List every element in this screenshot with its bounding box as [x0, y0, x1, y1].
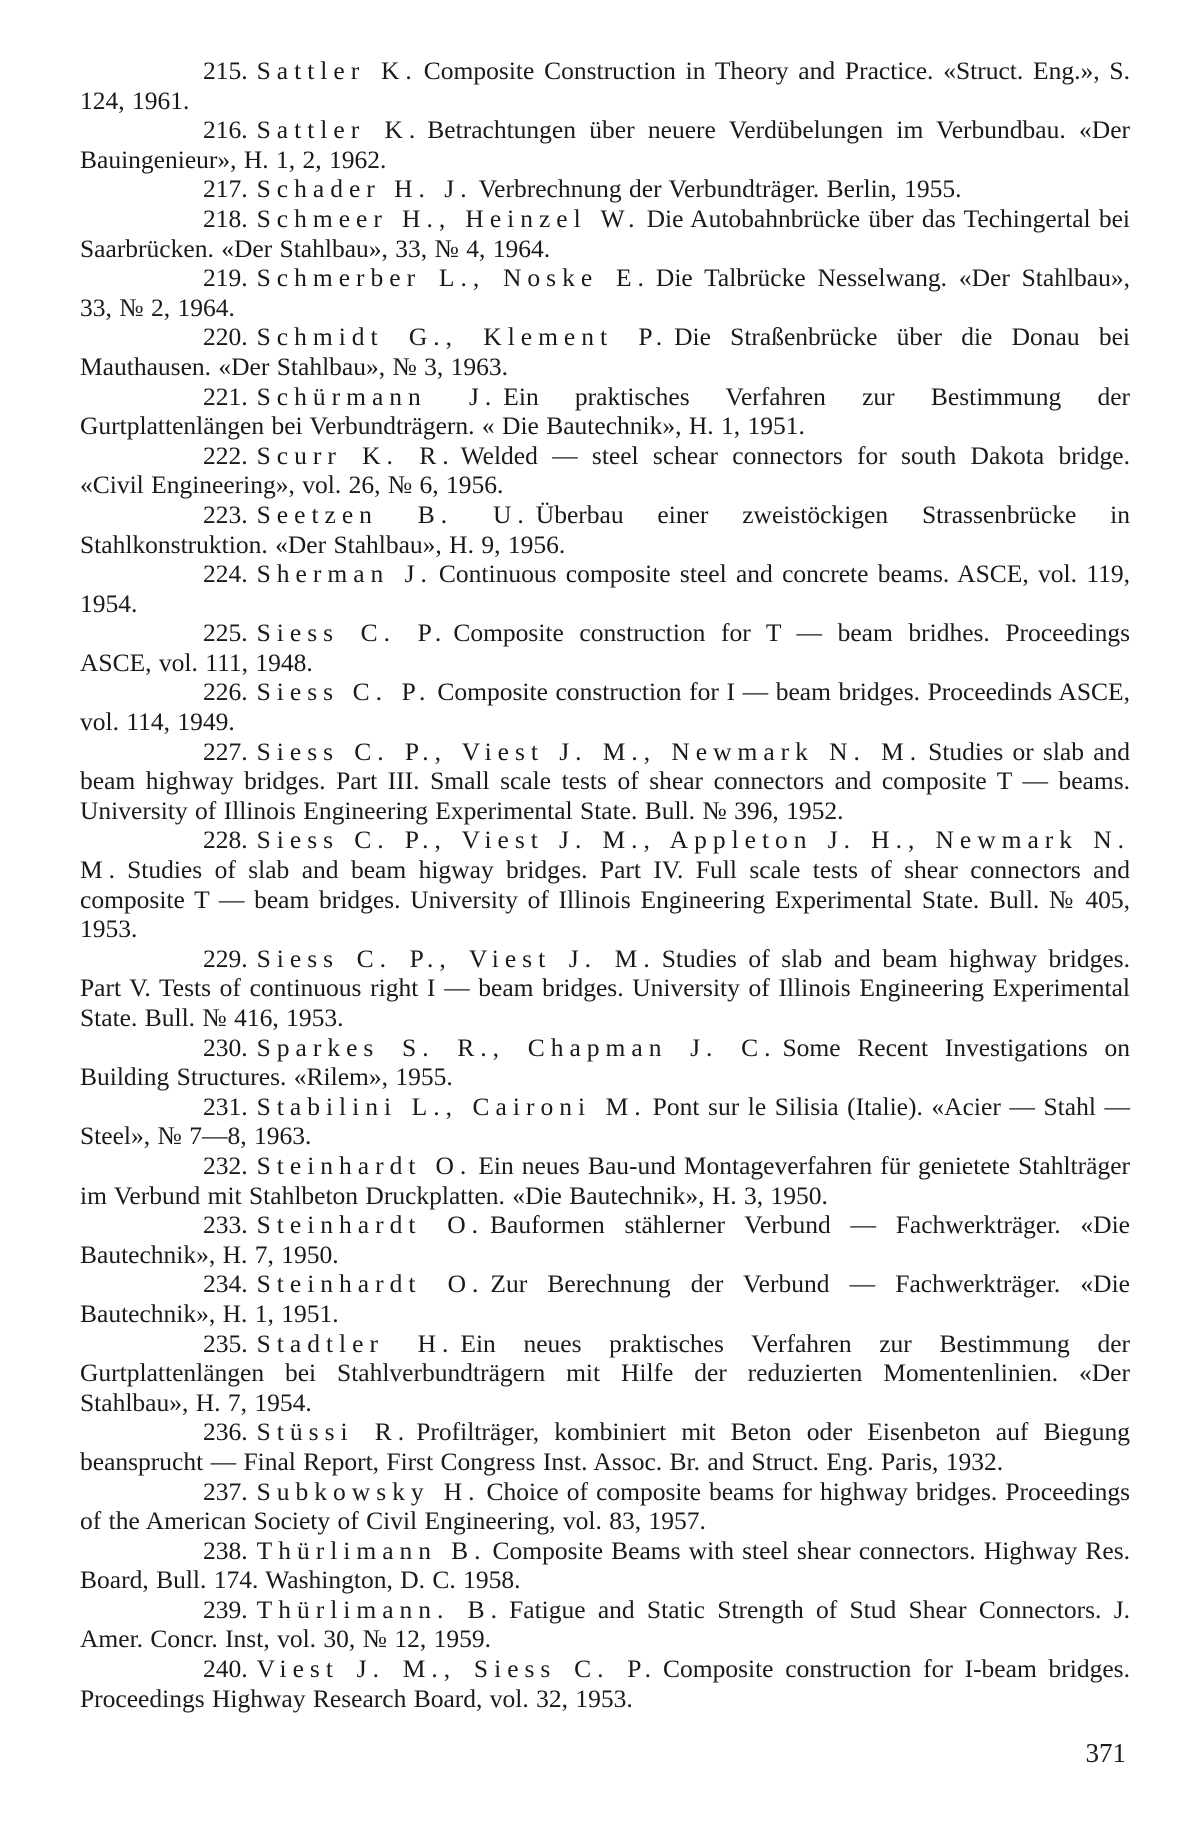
- reference-entry: [80, 115, 1130, 174]
- reference-author: Scurr K. R.: [256, 440, 455, 470]
- reference-entry: [80, 677, 1130, 736]
- references-container: [80, 56, 1130, 1713]
- reference-author: Seetzen B. U.: [256, 499, 530, 529]
- reference-entry: [80, 382, 1130, 441]
- reference-author: Sattler K.: [256, 115, 422, 145]
- reference-text: Profilträger, kombiniert mit Beton oder Eisenbeton auf Biegung beansprucht — Final Report, First Congress Inst. Assoc. Br. and Struct. Eng. Paris, 1932.: [80, 1417, 1130, 1476]
- reference-author: Steinhardt O.: [256, 1210, 484, 1240]
- reference-author: Sparkes S. R., Chapman J. C.: [256, 1032, 777, 1062]
- reference-number: 238.: [203, 1535, 248, 1565]
- reference-author: Schmidt G., Klement P.: [256, 322, 669, 352]
- reference-entry: [80, 1536, 1130, 1595]
- reference-entry: [80, 1329, 1130, 1418]
- reference-author: Subkowsky H.: [256, 1476, 481, 1506]
- reference-text: Studies of slab and beam higway bridges. Part IV. Full scale tests of shear connectors and composite T — beam bridges. University of Illinois Engineering Experimental State. Bull. № 405, 1953.: [80, 855, 1130, 944]
- reference-entry: [80, 944, 1130, 1033]
- reference-number: 215.: [203, 56, 248, 85]
- reference-number: 226.: [203, 677, 248, 707]
- reference-number: 227.: [203, 736, 248, 766]
- reference-text: Welded — steel schear connectors for south Dakota bridge. «Civil Engineering», vol. 26, № 6, 1956.: [80, 440, 1130, 500]
- reference-text: Choice of composite beams for highway bridges. Proceedings of the American Society of Civil Engineering, vol. 83, 1957.: [80, 1476, 1130, 1536]
- reference-text: Composite construction for T — beam bridhes. Proceedings ASCE, vol. 111, 1948.: [80, 618, 1131, 677]
- reference-number: 221.: [203, 381, 248, 411]
- reference-number: 231.: [203, 1091, 248, 1121]
- reference-entry: [80, 56, 1130, 115]
- reference-entry: [80, 1417, 1130, 1476]
- reference-text: Zur Berechnung der Verbund — Fachwerkträger. «Die Bautechnik», H. 1, 1951.: [80, 1269, 1130, 1328]
- reference-number: 229.: [203, 943, 248, 973]
- reference-text: Betrachtungen über neuere Verdübelungen im Verbundbau. «Der Bauingenieur», H. 1, 2, 1962.: [80, 115, 1131, 174]
- reference-list: [80, 56, 1130, 1713]
- reference-number: 235.: [203, 1328, 248, 1358]
- reference-number: 230.: [203, 1032, 248, 1062]
- reference-author: Steinhardt O.: [256, 1150, 473, 1180]
- reference-entry: [80, 500, 1130, 559]
- reference-number: 228.: [203, 825, 248, 855]
- reference-entry: [80, 1092, 1130, 1151]
- reference-number: 220.: [203, 322, 248, 352]
- reference-text: Studies of slab and beam highway bridges. Part V. Tests of continuous right I — beam bridges. University of Illinois Engineering Experimental State. Bull. № 416, 1953.: [80, 943, 1130, 1032]
- reference-entry: [80, 737, 1130, 826]
- reference-text: Continuous composite steel and concrete beams. ASCE, vol. 119, 1954.: [80, 559, 1130, 618]
- reference-number: 223.: [203, 499, 248, 529]
- reference-text: Composite construction for I-beam bridges. Proceedings Highway Research Board, vol. 32, 1953.: [80, 1654, 1130, 1713]
- reference-author: Siess C. P., Viest J. M.: [256, 943, 656, 973]
- reference-text: Bauformen stählerner Verbund — Fachwerkträger. «Die Bautechnik», H. 7, 1950.: [80, 1210, 1131, 1269]
- reference-number: 216.: [203, 115, 248, 145]
- reference-text: Ein neues praktisches Verfahren zur Bestimmung der Gurtplattenlängen bei Stahlverbundträgern mit Hilfe der reduzierten Momentenlinien. «Der Stahlbau», H. 7, 1954.: [80, 1328, 1131, 1417]
- reference-author: Siess C. P., Viest J. M., Newmark N. M.: [256, 736, 923, 766]
- reference-author: Stüssi R.: [256, 1417, 411, 1447]
- reference-author: Viest J. M., Siess C. P.: [256, 1654, 657, 1684]
- reference-entry: [80, 1595, 1130, 1654]
- reference-author: Sherman J.: [256, 559, 433, 589]
- reference-number: 222.: [203, 440, 248, 470]
- reference-author: Schmerber L., Noske E.: [256, 263, 650, 293]
- reference-text: Ein neues Bau-und Montageverfahren für genietete Stahlträger im Verbund mit Stahlbeton Druckplatten. «Die Bautechnik», H. 3, 1950.: [80, 1150, 1131, 1210]
- reference-text: Überbau einer zweistöckigen Strassenbrücke in Stahlkonstruktion. «Der Stahlbau», H. 9, 1956.: [80, 499, 1130, 559]
- reference-author: Stadtler H.: [256, 1328, 455, 1358]
- reference-author: Schürmann J.: [256, 381, 498, 411]
- reference-author: Siess C. P., Viest J. M., Appleton J. H., Newmark N. M.: [80, 825, 1130, 885]
- reference-entry: [80, 618, 1130, 677]
- reference-number: 218.: [203, 203, 248, 233]
- reference-entry: [80, 1654, 1130, 1713]
- reference-entry: [80, 1033, 1130, 1092]
- reference-number: 240.: [203, 1654, 248, 1684]
- reference-author: Siess C. P.: [256, 618, 448, 648]
- reference-author: Thürlimann B.: [256, 1535, 487, 1565]
- reference-number: 225.: [203, 618, 248, 648]
- reference-text: Die Talbrücke Nesselwang. «Der Stahlbau», 33, № 2, 1964.: [80, 263, 1130, 322]
- reference-number: 219.: [203, 263, 248, 293]
- reference-entry: [80, 1210, 1130, 1269]
- reference-text: Ein praktisches Verfahren zur Bestimmung der Gurtplattenlängen bei Verbundträgern. « Die Bautechnik», H. 1, 1951.: [80, 381, 1131, 441]
- reference-entry: [80, 559, 1130, 618]
- reference-number: 237.: [203, 1476, 248, 1506]
- reference-text: Die Straßenbrücke über die Donau bei Mauthausen. «Der Stahlbau», № 3, 1963.: [80, 322, 1130, 381]
- reference-entry: [80, 1151, 1130, 1210]
- reference-author: Siess C. P.: [256, 677, 432, 707]
- reference-author: Steinhardt O.: [256, 1269, 485, 1299]
- reference-number: 233.: [203, 1210, 248, 1240]
- reference-entry: [80, 263, 1130, 322]
- reference-text: Verbrechnung der Verbundträger. Berlin, 1955.: [478, 174, 962, 204]
- reference-entry: [80, 1269, 1130, 1328]
- reference-text: Studies or slab and beam highway bridges. Part III. Small scale tests of shear connectors and composite T — beams. University of Illinois Engineering Experimental State. Bull. № 396, 1952.: [80, 736, 1131, 825]
- page-number: 371: [1085, 1738, 1126, 1768]
- reference-text: Composite Beams with steel shear connectors. Highway Res. Board, Bull. 174. Washington, D. C. 1958.: [80, 1535, 1130, 1595]
- reference-entry: [80, 1477, 1130, 1536]
- reference-number: 217.: [203, 174, 248, 204]
- reference-text: Some Recent Investigations on Building Structures. «Rilem», 1955.: [80, 1032, 1130, 1092]
- reference-entry: [80, 204, 1130, 263]
- reference-author: Schmeer H., Heinzel W.: [256, 203, 641, 233]
- reference-author: Schader H. J.: [256, 174, 473, 204]
- reference-entry: [80, 322, 1130, 381]
- reference-text: Die Autobahnbrücke über das Techingertal bei Saarbrücken. «Der Stahlbau», 33, № 4, 1964.: [80, 203, 1131, 263]
- reference-text: Pont sur le Silisia (Italie). «Acier — Stahl — Steel», № 7—8, 1963.: [80, 1091, 1130, 1151]
- reference-author: Stabilini L., Caironi M.: [256, 1091, 647, 1121]
- reference-entry: [80, 825, 1130, 943]
- reference-number: 236.: [203, 1417, 248, 1447]
- reference-entry: [80, 174, 1130, 204]
- reference-number: 239.: [203, 1594, 248, 1624]
- reference-text: Fatigue and Static Strength of Stud Shear Connectors. J. Amer. Concr. Inst, vol. 30, № 12, 1959.: [80, 1594, 1130, 1654]
- reference-author: Sattler K.: [256, 56, 418, 85]
- reference-author: Thürlimann. B.: [256, 1594, 504, 1624]
- reference-text: Composite construction for I — beam bridges. Proceedinds ASCE, vol. 114, 1949.: [80, 677, 1130, 737]
- reference-text: Composite Construction in Theory and Practice. «Struct. Eng.», S. 124, 1961.: [80, 56, 1130, 115]
- reference-number: 234.: [203, 1269, 248, 1299]
- reference-number: 232.: [203, 1150, 248, 1180]
- reference-entry: [80, 441, 1130, 500]
- reference-number: 224.: [203, 559, 248, 589]
